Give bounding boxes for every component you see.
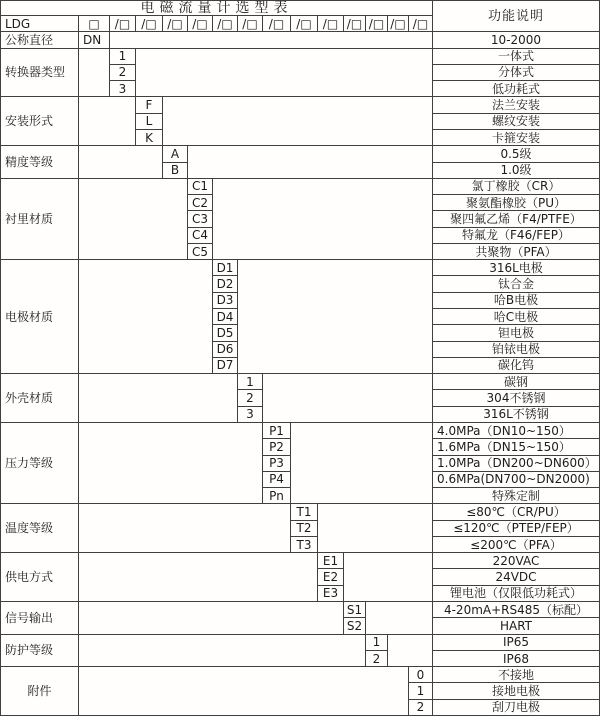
code-cell: 1 xyxy=(409,683,433,699)
function-description-header: 功能说明 xyxy=(433,1,600,32)
group-label-lining-material: 衬里材质 xyxy=(1,179,79,260)
code-cell: C2 xyxy=(188,195,213,211)
model-slot: /□ xyxy=(366,16,388,32)
group-label-protection-rating: 防护等级 xyxy=(1,635,79,668)
desc-cell: 接地电极 xyxy=(433,683,600,699)
group-label-electrode-material: 电极材质 xyxy=(1,260,79,374)
spacer-cell xyxy=(79,635,366,668)
code-cell: C3 xyxy=(188,211,213,227)
model-prefix: LDG xyxy=(1,16,79,32)
code-cell: 1 xyxy=(366,635,388,651)
desc-cell: 刮刀电极 xyxy=(433,700,600,716)
code-cell: F xyxy=(136,97,163,113)
group-label-converter-type: 转换器类型 xyxy=(1,49,79,98)
code-cell: B xyxy=(163,163,188,179)
desc-cell: 聚氨酯橡胶（PU） xyxy=(433,195,600,211)
desc-cell: 316L电极 xyxy=(433,260,600,276)
spacer-cell xyxy=(79,49,110,98)
desc-cell: 聚四氟乙烯（F4/PTFE） xyxy=(433,211,600,227)
desc-cell: 316L不锈钢 xyxy=(433,407,600,423)
code-cell: T1 xyxy=(291,504,318,520)
code-cell: P1 xyxy=(263,423,291,439)
desc-cell: 哈C电极 xyxy=(433,309,600,325)
code-cell: 3 xyxy=(238,407,263,423)
group-label-accessories: 附件 xyxy=(1,667,79,716)
code-cell: P4 xyxy=(263,472,291,488)
code-cell: E2 xyxy=(318,569,344,585)
spacer-cell xyxy=(79,374,238,423)
code-cell: P3 xyxy=(263,456,291,472)
code-cell: DN xyxy=(79,32,110,48)
code-cell: T2 xyxy=(291,521,318,537)
desc-cell: 0.5级 xyxy=(433,146,600,162)
model-slot: /□ xyxy=(110,16,136,32)
model-slot: /□ xyxy=(344,16,366,32)
code-cell: D7 xyxy=(213,358,238,374)
desc-cell: 氯丁橡胶（CR） xyxy=(433,179,600,195)
desc-cell: 分体式 xyxy=(433,65,600,81)
spacer-cell xyxy=(110,32,433,48)
code-cell: D1 xyxy=(213,260,238,276)
desc-cell: 低功耗式 xyxy=(433,81,600,97)
spacer-cell xyxy=(263,374,433,423)
code-cell: 2 xyxy=(366,651,388,667)
desc-cell: 4-20mA+RS485（标配） xyxy=(433,602,600,618)
desc-cell: 304不锈钢 xyxy=(433,390,600,406)
spacer-cell xyxy=(213,179,433,260)
desc-cell: IP65 xyxy=(433,635,600,651)
model-first-box: □ xyxy=(79,16,110,32)
desc-cell: ≤120℃（PTEP/FEP） xyxy=(433,521,600,537)
code-cell: 2 xyxy=(238,390,263,406)
code-cell: D4 xyxy=(213,309,238,325)
code-cell: Pn xyxy=(263,488,291,504)
group-label-installation: 安装形式 xyxy=(1,97,79,146)
code-cell: D3 xyxy=(213,293,238,309)
code-cell: D5 xyxy=(213,325,238,341)
model-slot: /□ xyxy=(291,16,318,32)
code-cell: 2 xyxy=(110,65,136,81)
table-title: 电磁流量计选型表 xyxy=(1,1,433,16)
code-cell: D2 xyxy=(213,276,238,292)
desc-cell: 1.0MPa（DN200~DN600） xyxy=(433,456,600,472)
code-cell: 1 xyxy=(238,374,263,390)
code-cell: C4 xyxy=(188,228,213,244)
model-slot: /□ xyxy=(213,16,238,32)
model-slot: /□ xyxy=(188,16,213,32)
group-label-accuracy: 精度等级 xyxy=(1,146,79,179)
code-cell: 3 xyxy=(110,81,136,97)
spacer-cell xyxy=(79,146,163,179)
code-cell: E1 xyxy=(318,553,344,569)
desc-cell: 不接地 xyxy=(433,667,600,683)
model-slot: /□ xyxy=(163,16,188,32)
group-label-pressure-rating: 压力等级 xyxy=(1,423,79,504)
desc-cell: 10-2000 xyxy=(433,32,600,48)
code-cell: 2 xyxy=(409,700,433,716)
spacer-cell xyxy=(79,97,136,146)
desc-cell: 钛合金 xyxy=(433,276,600,292)
code-cell: S2 xyxy=(344,618,366,634)
model-slot: /□ xyxy=(263,16,291,32)
code-cell: A xyxy=(163,146,188,162)
spacer-cell xyxy=(79,504,291,553)
desc-cell: 共聚物（PFA） xyxy=(433,244,600,260)
desc-cell: 24VDC xyxy=(433,569,600,585)
code-cell: T3 xyxy=(291,537,318,553)
desc-cell: 钽电极 xyxy=(433,325,600,341)
spacer-cell xyxy=(291,423,433,504)
model-slot: /□ xyxy=(409,16,433,32)
code-cell: C1 xyxy=(188,179,213,195)
desc-cell: HART xyxy=(433,618,600,634)
group-label-housing-material: 外壳材质 xyxy=(1,374,79,423)
code-cell: D6 xyxy=(213,342,238,358)
spacer-cell xyxy=(238,260,433,374)
code-cell: S1 xyxy=(344,602,366,618)
desc-cell: 1.6MPa（DN15~150） xyxy=(433,439,600,455)
desc-cell: 特殊定制 xyxy=(433,488,600,504)
desc-cell: 锂电池（仅限低功耗式） xyxy=(433,586,600,602)
desc-cell: IP68 xyxy=(433,651,600,667)
code-cell: 0 xyxy=(409,667,433,683)
spacer-cell xyxy=(79,602,344,635)
code-cell: P2 xyxy=(263,439,291,455)
spacer-cell xyxy=(79,179,188,260)
spacer-cell xyxy=(318,504,433,553)
desc-cell: 4.0MPa（DN10~150） xyxy=(433,423,600,439)
code-cell: 1 xyxy=(110,49,136,65)
spacer-cell xyxy=(79,260,213,374)
desc-cell: 碳化钨 xyxy=(433,358,600,374)
desc-cell: 220VAC xyxy=(433,553,600,569)
desc-cell: 0.6MPa(DN700~DN2000) xyxy=(433,472,600,488)
code-cell: C5 xyxy=(188,244,213,260)
group-label-signal-output: 信号输出 xyxy=(1,602,79,635)
code-cell: K xyxy=(136,130,163,146)
model-slot: /□ xyxy=(136,16,163,32)
desc-cell: ≤80℃（CR/PU） xyxy=(433,504,600,520)
spacer-cell xyxy=(366,602,433,635)
desc-cell: 哈B电极 xyxy=(433,293,600,309)
spacer-cell xyxy=(79,423,263,504)
desc-cell: 一体式 xyxy=(433,49,600,65)
desc-cell: 碳钢 xyxy=(433,374,600,390)
desc-cell: 铂铱电极 xyxy=(433,342,600,358)
desc-cell: 螺纹安装 xyxy=(433,114,600,130)
spacer-cell xyxy=(344,553,433,602)
spacer-cell xyxy=(188,146,433,179)
desc-cell: 卡箍安装 xyxy=(433,130,600,146)
model-slot: /□ xyxy=(388,16,409,32)
desc-cell: 法兰安装 xyxy=(433,97,600,113)
spacer-cell xyxy=(79,667,409,716)
spacer-cell xyxy=(388,635,433,668)
spacer-cell xyxy=(79,553,318,602)
code-cell: L xyxy=(136,114,163,130)
desc-cell: 1.0级 xyxy=(433,163,600,179)
desc-cell: ≤200℃（PFA） xyxy=(433,537,600,553)
group-label-diameter: 公称直径 xyxy=(1,32,79,48)
model-slot: /□ xyxy=(238,16,263,32)
code-cell: E3 xyxy=(318,586,344,602)
spacer-cell xyxy=(163,97,433,146)
spacer-cell xyxy=(136,49,433,98)
desc-cell: 特氟龙（F46/FEP） xyxy=(433,228,600,244)
group-label-power-supply: 供电方式 xyxy=(1,553,79,602)
group-label-temperature-rating: 温度等级 xyxy=(1,504,79,553)
model-slot: /□ xyxy=(318,16,344,32)
